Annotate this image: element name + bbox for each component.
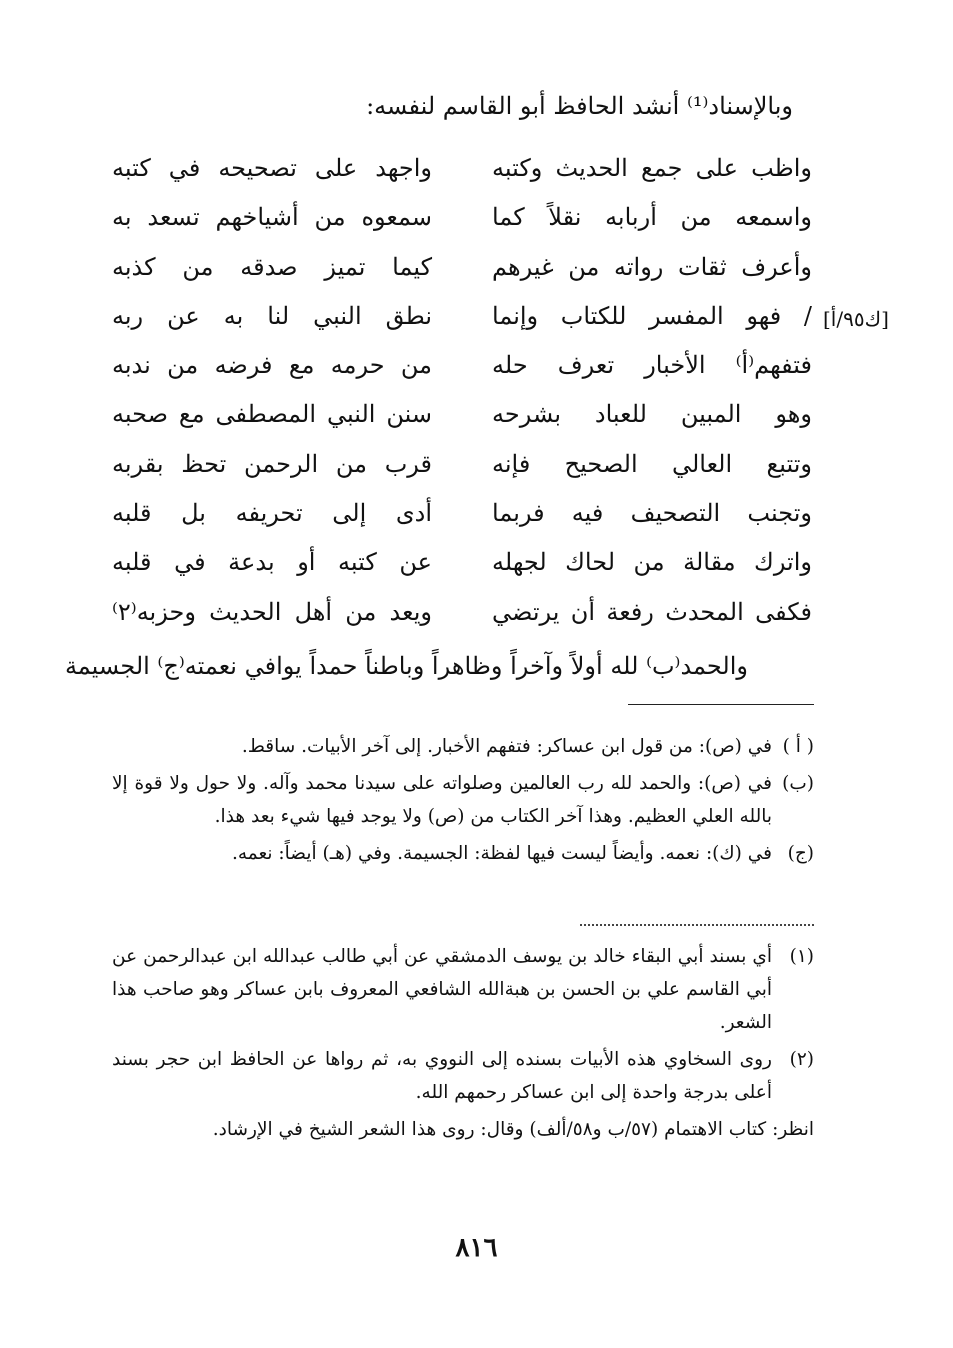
verse-second-hemistich: أدى إلى تحريفه بل قلبه (112, 499, 432, 528)
verse-second-hemistich: نطق النبي لنا به عن ربه (112, 301, 432, 330)
verse-first-hemistich: فكفى المحدث رفعة أن يرتضي (492, 597, 812, 626)
commentary-notes (112, 940, 814, 1150)
footnote-text: انظر: كتاب الاهتمام (٥٧/ب و٥٨/ألف) وقال: روى هذا الشعر الشيخ في الإرشاد. (212, 1119, 814, 1140)
verse (112, 394, 812, 443)
verse-second-hemistich: سمعوه من أشياخهم تسعد به (112, 203, 432, 232)
verse-first-hemistich: وهو المبين للعباد بشرحه (492, 400, 812, 429)
footnote-marker: ( أ ) (782, 736, 814, 757)
verse (112, 345, 812, 394)
footnote-continuation (112, 1113, 814, 1146)
verse (112, 296, 812, 345)
poem (112, 148, 812, 641)
verse (112, 247, 812, 296)
poem-introduction: وبالإسناد⁽¹⁾ أنشد الحافظ أبو القاسم لنفسه: (366, 92, 793, 120)
manuscript-folio-reference: [ك٩٥/أ] (823, 307, 889, 331)
footnote-separator (628, 704, 814, 705)
footnote-text: أي بسند أبي البقاء خالد بن يوسف الدمشقي عن أبي طالب عبدالله ابن عبدالرحمن عن أبي القاسم علي بن الحسن بن هبةالله الشافعي المعروف بابن عساكر وهو صاحب هذا الشعر. (112, 946, 772, 1033)
verse-first-hemistich: واسمعه من أربابه نقلاً كما (492, 203, 812, 232)
page-number: ٨١٦ (455, 1233, 498, 1263)
footnote-text: في (ك): نعمه. وأيضاً ليست فيها لفظة: الجسيمة. وفي (هـ) أيضاً: نعمه. (231, 843, 772, 864)
verse-first-hemistich: واظب على جمع الحديث وكتبه (492, 154, 812, 182)
footnote (112, 837, 814, 870)
verse-second-hemistich: قرب من الرحمن تحظ بقربه (112, 449, 432, 478)
verse (112, 493, 812, 542)
verse-first-hemistich: واترك مقالة من لحاك لجهله (492, 548, 812, 577)
verse (112, 542, 812, 591)
verse-second-hemistich: عن كتبه أو بدعة في قلبه (112, 548, 432, 577)
dotted-separator (580, 924, 814, 926)
verse (112, 444, 812, 493)
footnote-marker: (ب) (782, 773, 814, 794)
footnote-text: في (ص): من قول ابن عساكر: فتفهم الأخبار. إلى آخر الأبيات. ساقط. (241, 736, 772, 757)
closing-praise: والحمد⁽ب⁾ لله أولاً وآخراً وظاهراً وباطناً حمداً يوافي نعمته⁽ج⁾ الجسيمة (64, 652, 748, 680)
verse-second-hemistich: كيما تميز صدقه من كذبه (112, 252, 432, 281)
verse-first-hemistich: وأعرف ثقات رواته من غيرهم (492, 252, 812, 281)
footnote (112, 767, 814, 833)
footnote-text: روى السخاوي هذه الأبيات بسنده إلى النووي به، ثم رواها عن الحافظ ابن حجر بسند أعلى بدرجة واحدة إلى ابن عساكر رحمهم الله. (112, 1049, 772, 1103)
variant-notes (112, 730, 814, 874)
footnote (112, 1043, 814, 1109)
verse-second-hemistich: من حرمه مع فرضه من ندبه (112, 351, 432, 380)
footnote-marker: (ج) (787, 843, 814, 864)
footnote-marker: (٢) (789, 1049, 814, 1070)
verse-second-hemistich: واجهد على تصحيحه في كتبه (112, 154, 432, 182)
verse-first-hemistich: وتجنب التصحيف فيه فربما (492, 499, 812, 528)
verse (112, 592, 812, 641)
footnote (112, 940, 814, 1039)
verse-first-hemistich: / فهو المفسر للكتاب وإنما (492, 301, 812, 330)
verse-first-hemistich: وتتبع العالي الصحيح فإنه (492, 449, 812, 478)
verse-second-hemistich: ويعد من أهل الحديث وحزبه⁽٢⁾ (112, 597, 432, 626)
footnote-text: في (ص): والحمد لله رب العالمين وصلواته على سيدنا محمد وآله. ولا حول ولا قوة إلا بالله العلي العظيم. وهذا آخر الكتاب من (ص) ولا يوجد فيها شيء بعد هذا. (112, 773, 772, 827)
footnote (112, 730, 814, 763)
verse (112, 197, 812, 246)
footnote-marker: (١) (789, 946, 814, 967)
verse-second-hemistich: سنن النبي المصطفى مع صحبه (112, 400, 432, 429)
verse (112, 148, 812, 197)
verse-first-hemistich: فتفهم⁽أ⁾ الأخبار تعرف حله (492, 351, 812, 380)
